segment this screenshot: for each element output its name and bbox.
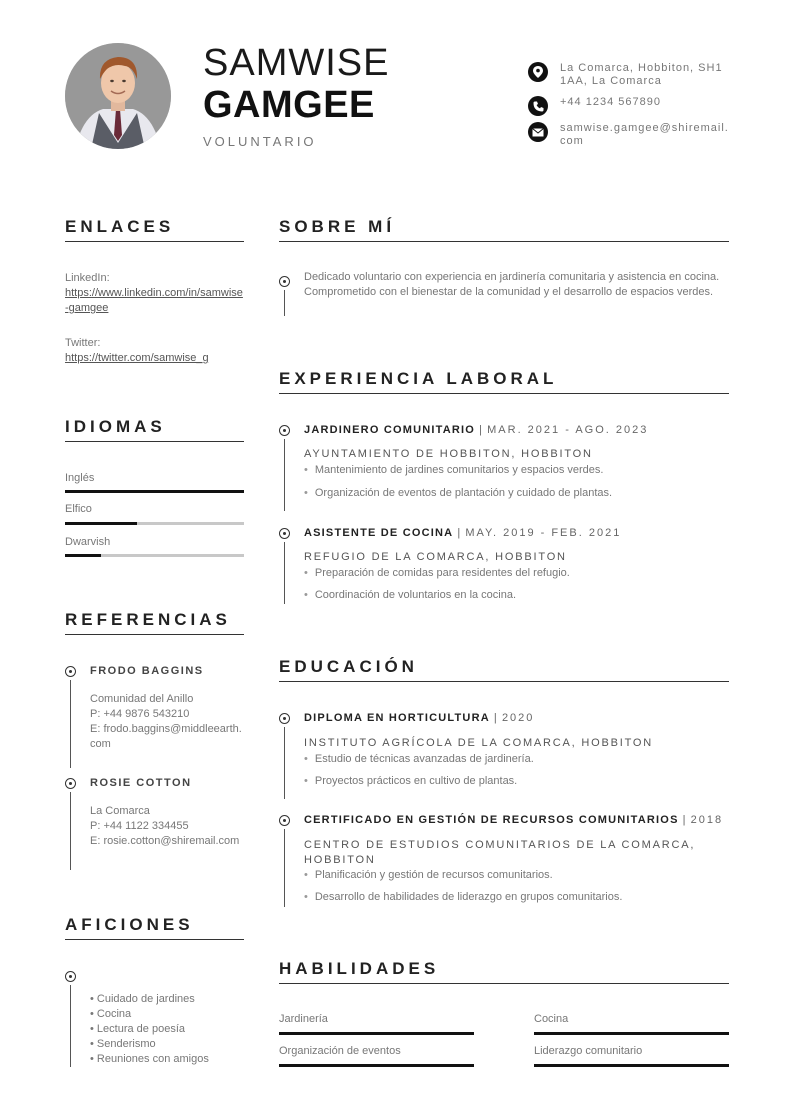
education-institution: INSTITUTO AGRÍCOLA DE LA COMARCA, HOBBITON [304, 737, 654, 749]
job-date: MAR. 2021 - AGO. 2023 [487, 424, 649, 436]
timeline-line [284, 290, 285, 316]
timeline-line [284, 829, 285, 907]
skill-name: Organización de eventos [279, 1045, 401, 1057]
section-title-about: SOBRE MÍ [279, 217, 396, 236]
education-entry-title [304, 712, 534, 724]
reference-place: Comunidad del Anillo [90, 693, 194, 705]
language-level-bar [65, 490, 244, 493]
job-role: VOLUNTARIO [203, 134, 317, 149]
section-title-experience: EXPERIENCIA LABORAL [279, 369, 558, 388]
timeline-dot [65, 666, 76, 677]
section-title-references: REFERENCIAS [65, 610, 231, 629]
linkedin-link[interactable]: https://www.linkedin.com/in/samwise-gamgee [65, 287, 243, 314]
hobby-item: • Lectura de poesía [90, 1022, 209, 1037]
reference-name: FRODO BAGGINS [90, 665, 204, 677]
separator: | [682, 814, 687, 826]
section-title-hobbies: AFICIONES [65, 915, 194, 934]
skill-level-bar [279, 1032, 474, 1035]
divider [65, 241, 244, 242]
section-title-education: EDUCACIÓN [279, 657, 418, 676]
section-title-languages: IDIOMAS [65, 417, 166, 436]
about-text: Dedicado voluntario con experiencia en jardinería comunitaria y asistencia en cocina. Comprometido con el bienestar de la comunidad y el desarrollo de espacios verdes. [304, 271, 720, 298]
reference-name: ROSIE COTTON [90, 777, 192, 789]
reference-place: La Comarca [90, 805, 150, 817]
reference-phone: P: +44 1122 334455 [90, 820, 189, 832]
language-name: Inglés [65, 472, 95, 484]
job-entry-title [304, 424, 648, 436]
divider [65, 634, 244, 635]
timeline-dot [279, 425, 290, 436]
hobby-item: • Reuniones con amigos [90, 1052, 209, 1067]
education-date: 2020 [501, 712, 535, 724]
reference-details [90, 804, 242, 849]
separator: | [457, 527, 462, 539]
skill-name: Liderazgo comunitario [534, 1045, 643, 1057]
language-name: Elfico [65, 503, 92, 515]
job-bullet: • Organización de eventos de plantación y cuidado de plantas. [304, 487, 612, 499]
link-label: Twitter: [65, 337, 101, 349]
separator: | [493, 712, 498, 724]
timeline-dot [279, 276, 290, 287]
job-position: ASISTENTE DE COCINA [304, 527, 454, 539]
timeline-line [70, 792, 71, 870]
skill-name: Jardinería [279, 1013, 328, 1025]
reference-phone: P: +44 9876 543210 [90, 708, 190, 720]
job-organization: AYUNTAMIENTO DE HOBBITON, HOBBITON [304, 448, 593, 460]
hobby-item: • Cuidado de jardines [90, 992, 209, 1007]
education-bullet: • Planificación y gestión de recursos comunitarios. [304, 869, 553, 881]
education-date: 2018 [690, 814, 724, 826]
skill-level-bar [534, 1032, 729, 1035]
timeline-line [284, 439, 285, 511]
first-name: SAMWISE [203, 42, 390, 84]
timeline-dot [65, 778, 76, 789]
timeline-dot [279, 815, 290, 826]
divider [65, 441, 244, 442]
language-level-fill [65, 554, 101, 557]
link-label: LinkedIn: [65, 272, 110, 284]
email-icon [528, 122, 548, 142]
resume-header [0, 0, 794, 180]
language-level-fill [65, 522, 137, 525]
job-bullet: • Preparación de comidas para residentes del refugio. [304, 567, 570, 579]
hobbies-list [90, 992, 209, 1067]
hobby-item: • Senderismo [90, 1037, 209, 1052]
reference-email[interactable]: E: rosie.cotton@shiremail.com [90, 835, 240, 847]
section-title-links: ENLACES [65, 217, 175, 236]
separator: | [479, 424, 484, 436]
section-title-skills: HABILIDADES [279, 959, 440, 978]
education-degree: CERTIFICADO EN GESTIÓN DE RECURSOS COMUNITARIOS [304, 814, 679, 826]
timeline-dot [279, 713, 290, 724]
divider [279, 393, 729, 394]
reference-email[interactable]: E: frodo.baggins@middleearth.com [90, 723, 242, 750]
timeline-line [284, 542, 285, 604]
phone-text: +44 1234 567890 [560, 96, 661, 108]
location-icon [528, 62, 548, 82]
divider [279, 983, 729, 984]
job-organization: REFUGIO DE LA COMARCA, HOBBITON [304, 551, 567, 563]
twitter-link[interactable]: https://twitter.com/samwise_g [65, 352, 209, 364]
language-level-bar [65, 522, 244, 525]
timeline-dot [65, 971, 76, 982]
language-level-fill [65, 490, 244, 493]
education-entry-title [304, 814, 723, 826]
job-position: JARDINERO COMUNITARIO [304, 424, 476, 436]
language-level-bar [65, 554, 244, 557]
skill-level-bar [534, 1064, 729, 1067]
job-bullet: • Mantenimiento de jardines comunitarios y espacios verdes. [304, 464, 603, 476]
last-name: GAMGEE [203, 84, 375, 126]
job-entry-title [304, 527, 621, 539]
divider [65, 939, 244, 940]
job-bullet: • Coordinación de voluntarios en la cocina. [304, 589, 516, 601]
divider [279, 241, 729, 242]
job-date: MAY. 2019 - FEB. 2021 [465, 527, 622, 539]
language-name: Dwarvish [65, 536, 111, 548]
reference-details [90, 692, 242, 752]
education-institution: CENTRO DE ESTUDIOS COMUNITARIOS DE LA COMARCA, HOBBITON [304, 839, 696, 866]
education-bullet: • Proyectos prácticos en cultivo de plantas. [304, 775, 517, 787]
address-text: La Comarca, Hobbiton, SH1 1AA, La Comarca [560, 62, 723, 87]
avatar [65, 43, 171, 149]
links-list [65, 271, 243, 366]
education-bullet: • Desarrollo de habilidades de liderazgo en grupos comunitarios. [304, 891, 622, 903]
phone-icon [528, 96, 548, 116]
education-bullet: • Estudio de técnicas avanzadas de jardinería. [304, 753, 534, 765]
skill-level-bar [279, 1064, 474, 1067]
contact-phone [528, 96, 733, 116]
contact-email[interactable] [528, 122, 733, 148]
contact-address [528, 62, 733, 88]
email-text[interactable]: samwise.gamgee@shiremail.com [560, 122, 729, 147]
education-degree: DIPLOMA EN HORTICULTURA [304, 712, 490, 724]
hobby-item: • Cocina [90, 1007, 209, 1022]
timeline-line [70, 680, 71, 768]
divider [279, 681, 729, 682]
timeline-line [284, 727, 285, 799]
timeline-line [70, 985, 71, 1067]
skill-name: Cocina [534, 1013, 569, 1025]
timeline-dot [279, 528, 290, 539]
